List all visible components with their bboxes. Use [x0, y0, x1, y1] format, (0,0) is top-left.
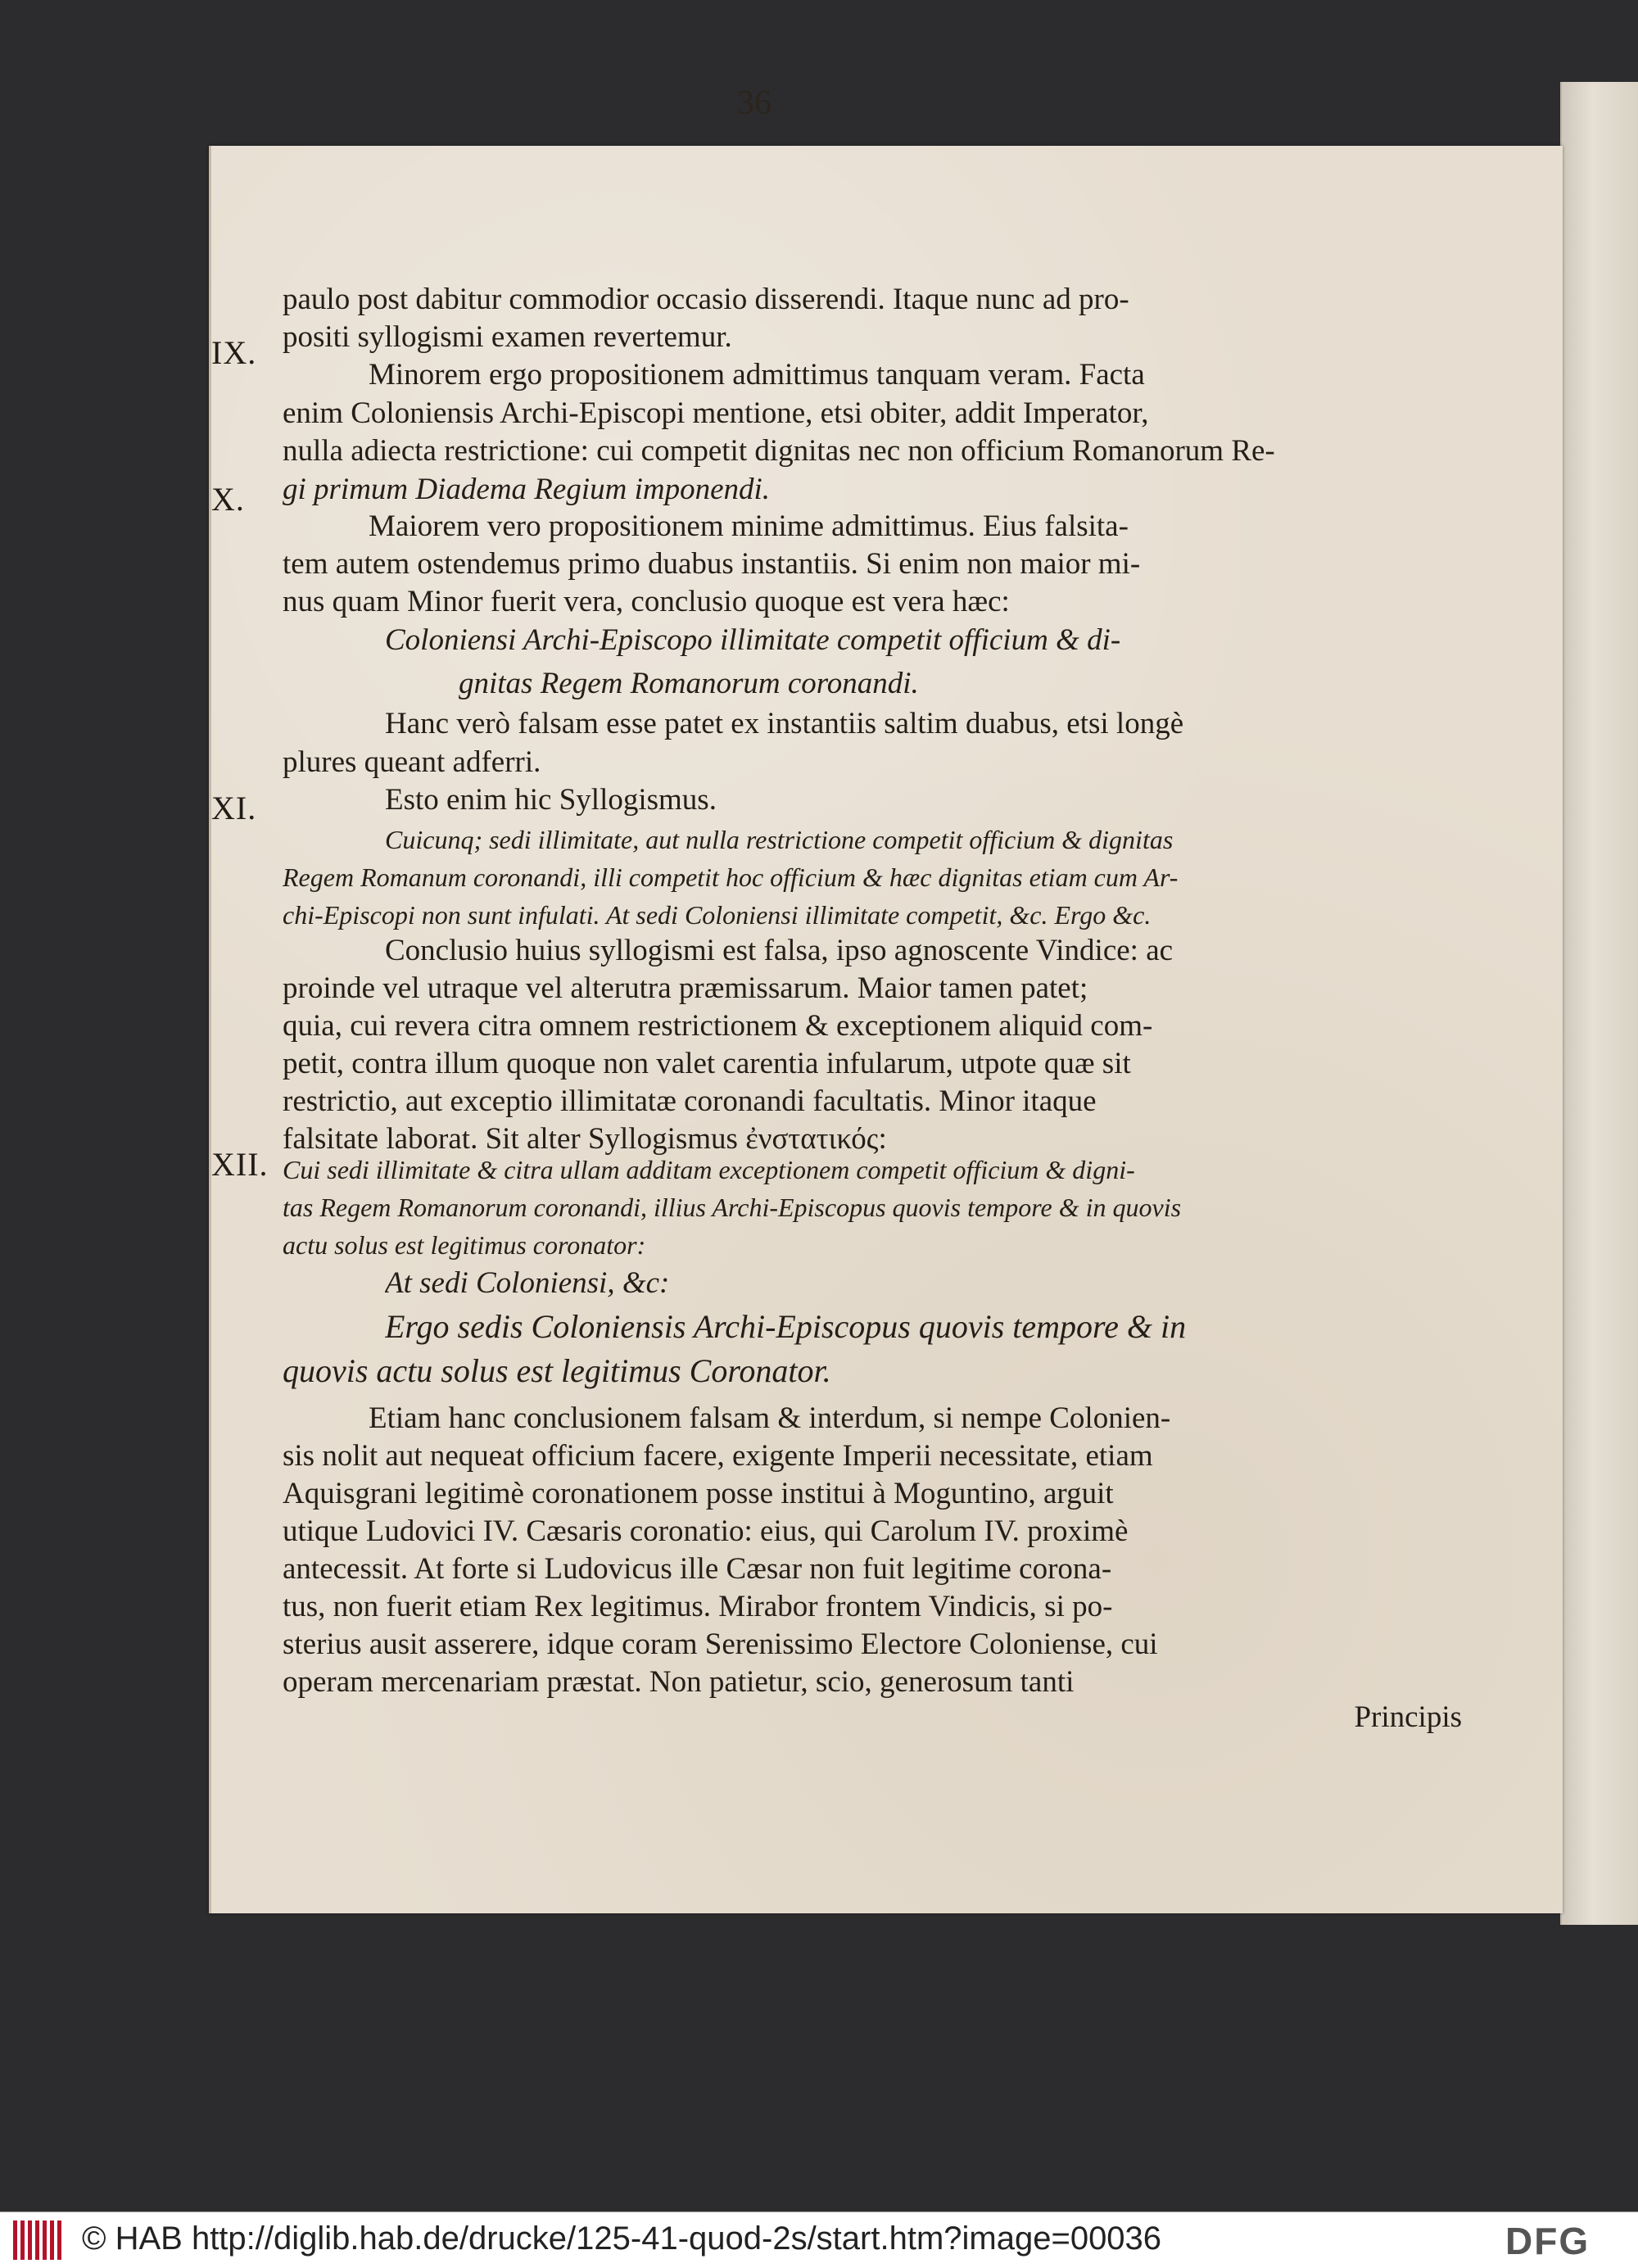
text-line: actu solus est legitimus coronator: — [283, 1230, 646, 1260]
text-line: gi primum Diadema Regium imponendi. — [283, 473, 771, 506]
catchword: Principis — [1354, 1700, 1462, 1734]
text-line: sterius ausit asserere, idque coram Serenissimo Electore Coloniense, cui — [283, 1627, 1158, 1661]
text-line: nulla adiecta restrictione: cui competit dignitas nec non officium Romanorum Re- — [283, 434, 1275, 468]
margin-number-x: X. — [211, 481, 245, 518]
text-line: Cuicunq; sedi illimitate, aut nulla restrictione competit officium & dignitas — [385, 825, 1174, 854]
text-line: Minorem ergo propositionem admittimus tanquam veram. Facta — [369, 358, 1145, 392]
text-line: proinde vel utraque vel alterutra præmissarum. Maior tamen patet; — [283, 971, 1088, 1005]
text-line: operam mercenariam præstat. Non patietur, scio, generosum tanti — [283, 1665, 1075, 1699]
text-line: Maiorem vero propositionem minime admittimus. Eius falsita- — [369, 509, 1129, 543]
text-line: tem autem ostendemus primo duabus instantiis. Si enim non maior mi- — [283, 547, 1141, 581]
text-line: Conclusio huius syllogismi est falsa, ipso agnoscente Vindice: ac — [385, 934, 1174, 967]
text-line: sis nolit aut nequeat officium facere, exigente Imperii necessitate, etiam — [283, 1439, 1153, 1473]
footer-bar — [0, 2211, 1638, 2268]
text-line: antecessit. At forte si Ludovicus ille Cæsar non fuit legitime corona- — [283, 1552, 1112, 1586]
text-line: plures queant adferri. — [283, 745, 541, 779]
text-line: Hanc verò falsam esse patet ex instantiis saltim duabus, etsi longè — [385, 707, 1184, 740]
page-number: 36 — [737, 84, 771, 122]
margin-number-xi: XI. — [211, 790, 257, 826]
text-line: utique Ludovici IV. Cæsaris coronatio: eius, qui Carolum IV. proximè — [283, 1514, 1129, 1548]
text-line: quia, cui revera citra omnem restrictionem & exceptionem aliquid com- — [283, 1009, 1153, 1043]
text-line: positi syllogismi examen revertemur. — [283, 320, 732, 354]
text-line: chi-Episcopi non sunt infulati. At sedi Coloniensi illimitate competit, &c. Ergo &c. — [283, 900, 1152, 930]
text-line: At sedi Coloniensi, &c: — [385, 1266, 670, 1300]
hab-logo-icon — [13, 2220, 62, 2260]
text-line: Aquisgrani legitimè coronationem posse institui à Moguntino, arguit — [283, 1477, 1114, 1510]
text-line: petit, contra illum quoque non valet carentia infularum, utpote quæ sit — [283, 1047, 1131, 1080]
dfg-logo: DFG — [1505, 2220, 1590, 2262]
text-line: Regem Romanum coronandi, illi competit hoc officium & hæc dignitas etiam cum Ar- — [283, 862, 1179, 892]
text-line: Cui sedi illimitate & citra ullam additam exceptionem competit officium & digni- — [283, 1155, 1135, 1184]
text-line: Ergo sedis Coloniensis Archi-Episcopus quovis tempore & in — [385, 1309, 1187, 1345]
margin-number-xii: XII. — [211, 1146, 269, 1183]
text-line: Coloniensi Archi-Episcopo illimitate competit officium & di- — [385, 623, 1121, 657]
text-line: quovis actu solus est legitimus Coronator. — [283, 1353, 831, 1389]
margin-number-ix: IX. — [211, 334, 257, 371]
text-line: paulo post dabitur commodior occasio disserendi. Itaque nunc ad pro- — [283, 283, 1129, 316]
text-line: tas Regem Romanorum coronandi, illius Archi-Episcopus quovis tempore & in quovis — [283, 1193, 1182, 1222]
text-line: gnitas Regem Romanorum coronandi. — [459, 667, 919, 700]
text-line: Etiam hanc conclusionem falsam & interdum, si nempe Colonien- — [369, 1401, 1171, 1435]
text-line: falsitate laborat. Sit alter Syllogismus ἐνστατικός: — [283, 1122, 887, 1156]
adjacent-page-edge — [1560, 82, 1638, 1925]
copyright-link[interactable]: © HAB http://diglib.hab.de/drucke/125-41-quod-2s/start.htm?image=00036 — [82, 2220, 1162, 2257]
text-line: Esto enim hic Syllogismus. — [385, 783, 717, 817]
text-line: restrictio, aut exceptio illimitatæ coronandi facultatis. Minor itaque — [283, 1084, 1097, 1118]
text-line: nus quam Minor fuerit vera, conclusio quoque est vera hæc: — [283, 585, 1010, 618]
text-line: tus, non fuerit etiam Rex legitimus. Mirabor frontem Vindicis, si po- — [283, 1590, 1113, 1623]
text-line: enim Coloniensis Archi-Episcopi mentione, etsi obiter, addit Imperator, — [283, 396, 1149, 430]
